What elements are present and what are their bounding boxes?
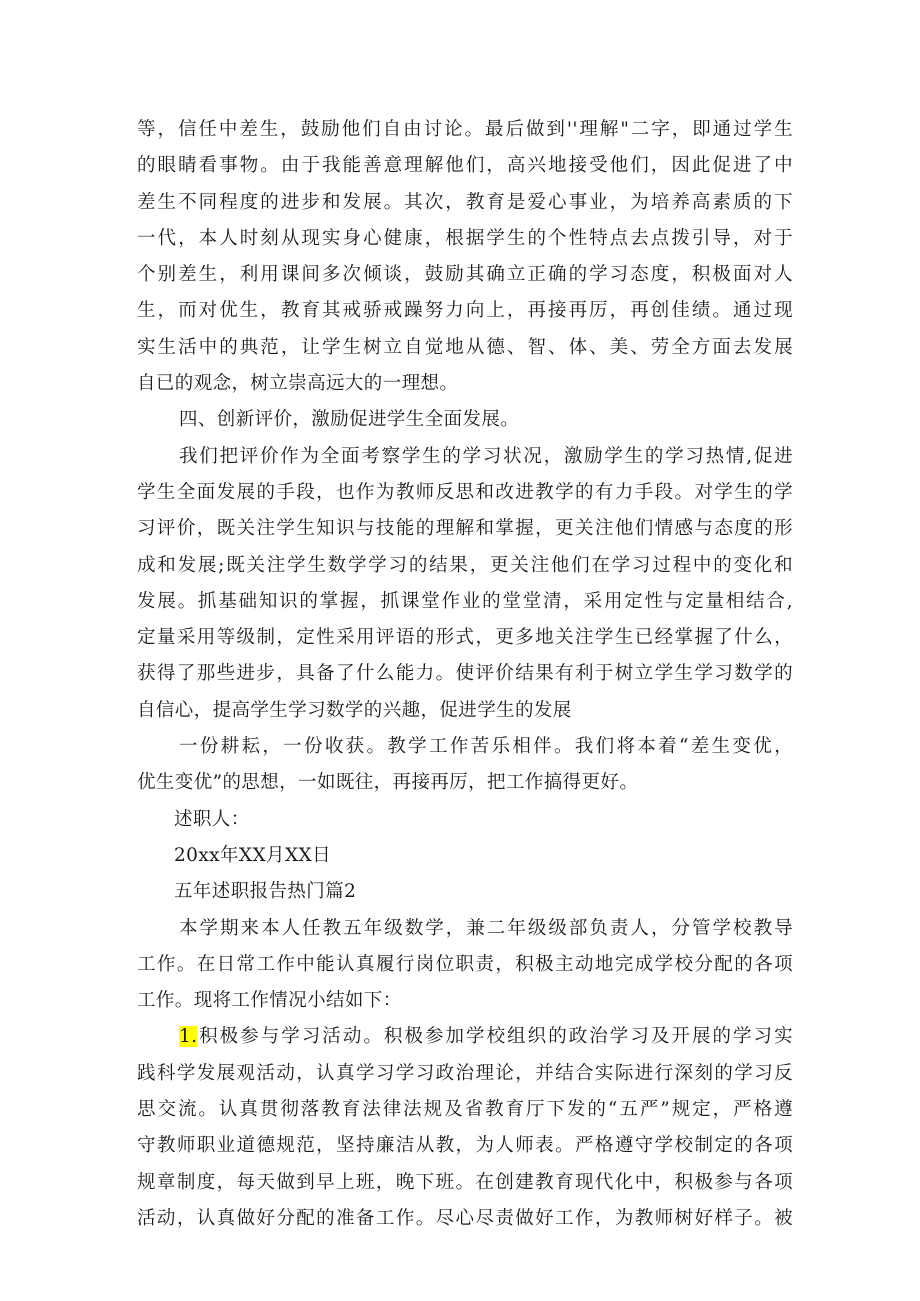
document-body	[137, 112, 793, 1237]
item-first-line: 积极参与学习活动。积极参加学校组织的政治学习及开展的学习实	[197, 1026, 793, 1048]
text-line: 工作。在日常工作中能认真履行岗位职责，积极主动地完成学校分配的各项	[137, 953, 793, 975]
text-line: 习评价，既关注学生知识与技能的理解和掌握，更关注他们情感与态度的形	[137, 518, 793, 540]
text-line: 思交流。认真贯彻落教育法律法规及省教育厅下发的“五严”规定，严格遵	[137, 1099, 793, 1121]
text-line: 践科学发展观活动，认真学习学习政治理论，并结合实际进行深刻的学习反	[137, 1062, 793, 1084]
section-heading	[137, 402, 793, 438]
report-title	[137, 874, 793, 910]
text-line: 优生变优”的思想，一如既往，再接再厉，把工作搞得更好。	[137, 772, 639, 794]
paragraph	[137, 439, 793, 729]
text-line: 个别差生，利用课间多次倾谈，鼓励其确立正确的学习态度，积极面对人	[137, 264, 793, 286]
item-number: 1.	[179, 1026, 198, 1048]
paragraph	[137, 911, 793, 1020]
paragraph	[137, 729, 793, 802]
text-line	[137, 1019, 793, 1055]
text-line: 活动，认真做好分配的准备工作。尽心尽责做好工作，为教师树好样子。被	[137, 1207, 793, 1229]
text-line: 发展。抓基础知识的掌握，抓课堂作业的堂堂清，采用定性与定量相结合,	[137, 590, 793, 612]
text-line: 差生不同程度的进步和发展。其次，教育是爱心事业，为培养高素质的下	[137, 191, 793, 213]
text-line: 等，信任中差生，鼓励他们自由讨论。最后做到''理解"二字，即通过学生	[137, 119, 793, 140]
text-line: 的眼睛看事物。由于我能善意理解他们，高兴地接受他们，因此促进了中	[137, 155, 793, 177]
text-line: 自已的观念，树立崇高远大的一理想。	[137, 373, 459, 395]
text-line: 四、创新评价，激励促进学生全面发展。	[179, 409, 520, 431]
text-line: 学生全面发展的手段，也作为教师反思和改进教学的有力手段。对学生的学	[137, 481, 793, 503]
signature-label	[137, 802, 793, 838]
text-line: 我们把评价作为全面考察学生的学习状况，激励学生的学习热情,促进	[179, 445, 793, 467]
text-line: 获得了那些进步，具备了什么能力。使评价结果有利于树立学生学习数学的	[137, 663, 793, 685]
text-line: 本学期来本人任教五年级数学，兼二年级级部负责人，分管学校教导	[179, 917, 793, 939]
text-line: 规章制度，每天做到早上班，晚下班。在创建教育现代化中，积极参与各项	[137, 1171, 793, 1193]
text-line: 20xx年XX月XX日	[174, 844, 331, 866]
text-line: 定量采用等级制，定性采用评语的形式，更多地关注学生已经掌握了什么，	[137, 627, 793, 649]
date	[137, 838, 793, 874]
text-line: 实生活中的典范，让学生树立自觉地从德、智、体、美、劳全方面去发展	[137, 336, 793, 358]
text-line: 守教师职业道德规范，坚持廉洁从教，为人师表。严格遵守学校制定的各项	[137, 1135, 793, 1157]
numbered-item	[137, 1019, 793, 1237]
text-line: 自信心，提高学生学习数学的兴趣，促进学生的发展	[137, 699, 572, 721]
text-line: 述职人：	[174, 808, 250, 830]
text-line: 一代，本人时刻从现实身心健康，根据学生的个性特点去点拨引导，对于	[137, 227, 793, 249]
text-line: 一份耕耘，一份收获。教学工作苦乐相伴。我们将本着“差生变优，	[179, 736, 793, 758]
text-line: 成和发展;既关注学生数学学习的结果，更关注他们在学习过程中的变化和	[137, 554, 793, 576]
text-line: 生，而对优生，教育其戒骄戒躁努力向上，再接再厉，再创佳绩。通过现	[137, 300, 793, 322]
text-line: 工作。现将工作情况小结如下：	[137, 990, 402, 1012]
text-line: 五年述职报告热门篇2	[174, 881, 357, 903]
paragraph	[137, 112, 793, 402]
